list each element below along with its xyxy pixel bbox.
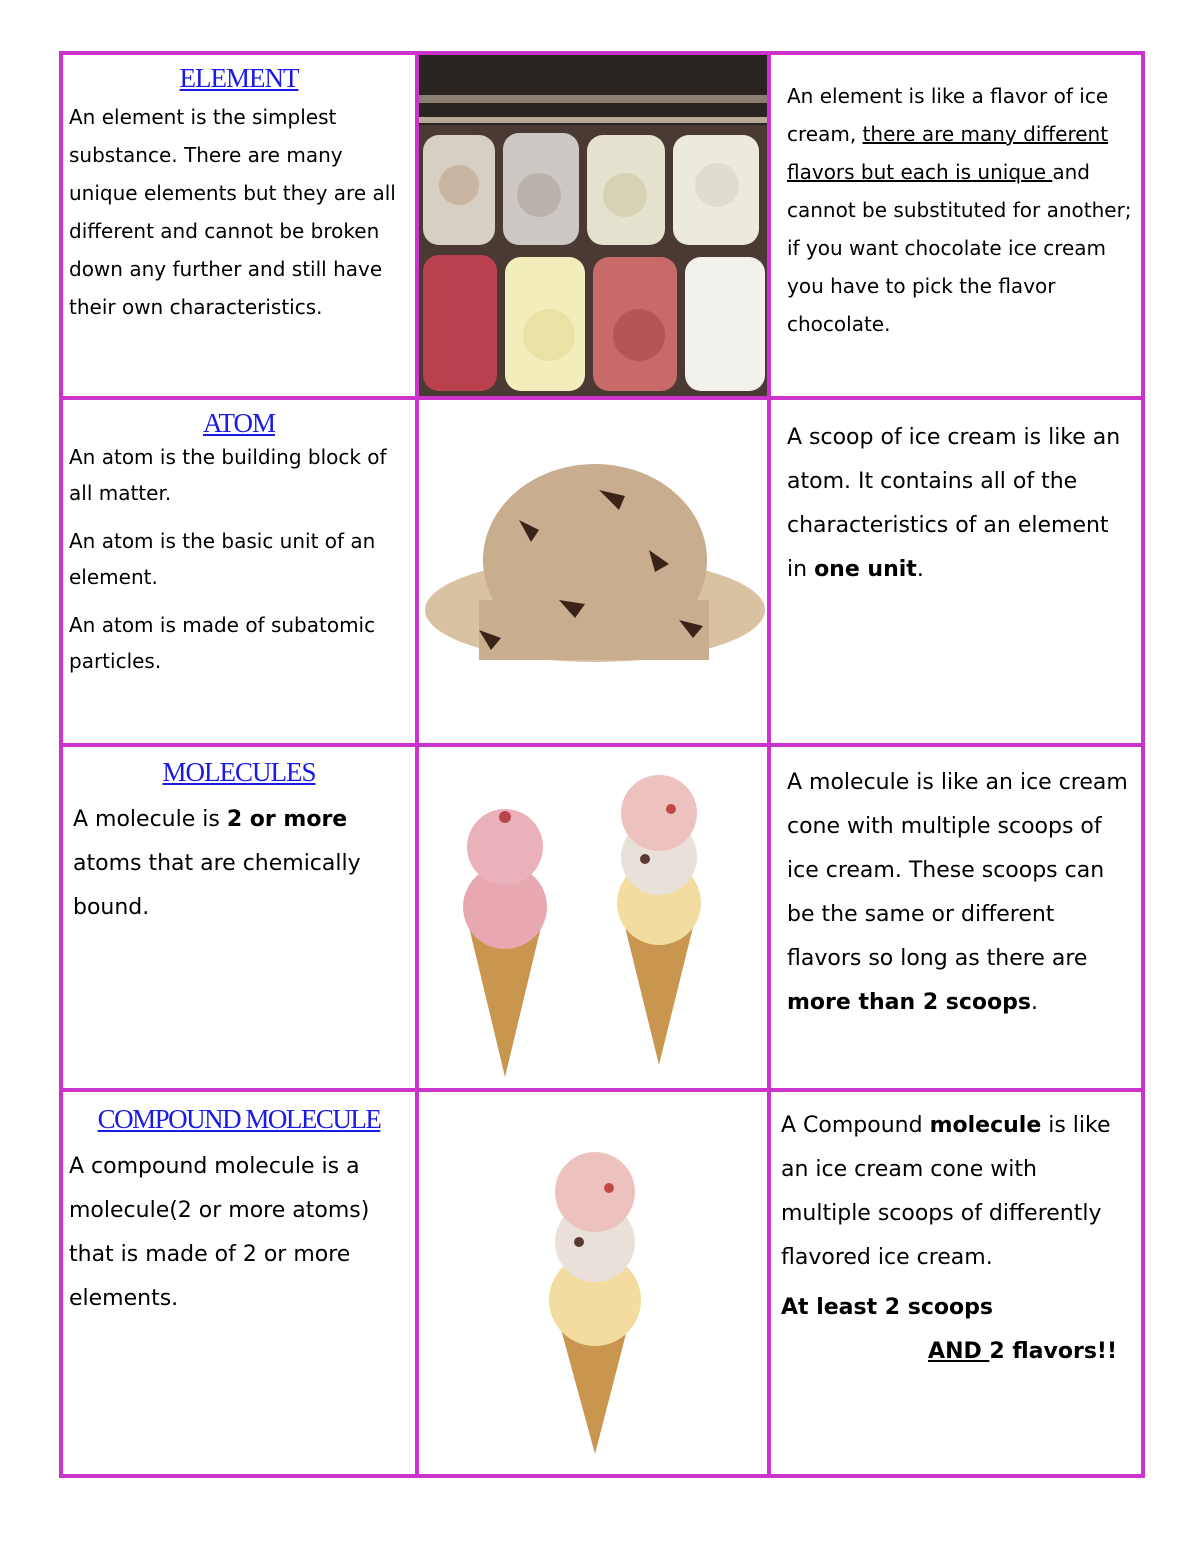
atom-analogy-text-2: . <box>916 557 924 582</box>
compound-analogy-bold: molecule <box>929 1113 1042 1138</box>
atom-analogy <box>771 416 1141 592</box>
molecules-analogy-bold: more than 2 scoops <box>787 990 1031 1015</box>
molecules-definition <box>63 798 415 930</box>
atom-fact-2: An atom is the basic unit of an element. <box>69 529 376 589</box>
two-cones-image <box>419 747 771 1092</box>
molecules-def-bold: 2 or more <box>226 807 348 832</box>
element-definition: An element is the simplest substance. There are many unique elements but they are all different and cannot be broken down any further and still have their own characteristics. <box>69 105 396 319</box>
scoop-image <box>419 400 771 747</box>
molecules-def-text-2: atoms that are chemically bound. <box>73 851 361 920</box>
concept-table <box>59 51 1145 1478</box>
atom-analogy-bold: one unit <box>814 557 917 582</box>
atom-fact-3: An atom is made of subatomic particles. <box>69 613 376 673</box>
element-definition-cell <box>63 55 419 400</box>
molecules-definition-cell <box>63 747 419 1092</box>
element-analogy-text-1: An element is like a flavor of ice cream, <box>787 84 1109 146</box>
atom-analogy-cell <box>771 400 1141 747</box>
molecules-analogy-text-1: A molecule is like an ice cream cone with multiple scoops of ice cream. These scoops can be the same or different flavors so long as there are <box>787 770 1128 971</box>
atom-definition-cell <box>63 400 419 747</box>
ice-cream-display-image <box>419 55 771 400</box>
molecules-analogy-text-2: . <box>1031 990 1038 1015</box>
element-analogy <box>771 77 1141 343</box>
atom-fact-1: An atom is the building block of all matter. <box>69 445 387 505</box>
molecules-def-text-1: A molecule is <box>73 807 227 832</box>
compound-definition: A compound molecule is a molecule(2 or more atoms) that is made of 2 or more elements. <box>69 1154 370 1311</box>
molecules-analogy <box>771 761 1141 1025</box>
two-cones-picture <box>419 747 767 1088</box>
element-title[interactable]: ELEMENT <box>179 63 299 93</box>
element-analogy-text-2: and cannot be substituted for another; if you want chocolate ice cream you have to pick the flavor chocolate. <box>787 160 1132 336</box>
compound-rule-and: AND <box>928 1339 990 1364</box>
compound-cone-image <box>419 1092 771 1474</box>
compound-rule-line-1: At least 2 scoops <box>781 1295 993 1320</box>
three-scoop-cone-picture <box>419 1092 767 1470</box>
compound-title[interactable]: COMPOUND MOLECULE <box>97 1104 381 1134</box>
compound-analogy-text-2: is like an ice cream cone with multiple scoops of differently flavored ice cream. <box>781 1113 1111 1270</box>
gelato-case-picture <box>419 55 767 396</box>
compound-definition-cell <box>63 1092 419 1474</box>
compound-rule-text-2: 2 flavors!! <box>989 1339 1117 1364</box>
compound-analogy-text-1: A Compound <box>781 1113 930 1138</box>
atom-title[interactable]: ATOM <box>202 408 276 438</box>
element-analogy-underlined: there are many different flavors but each is unique <box>787 122 1109 184</box>
single-scoop-picture <box>419 400 767 743</box>
compound-analogy <box>771 1104 1141 1280</box>
compound-rule-line-2 <box>771 1330 1141 1374</box>
atom-analogy-text-1: A scoop of ice cream is like an atom. It contains all of the characteristics of an element in <box>787 425 1121 582</box>
molecules-analogy-cell <box>771 747 1141 1092</box>
compound-analogy-cell <box>771 1092 1141 1474</box>
molecules-title[interactable]: MOLECULES <box>162 757 316 787</box>
element-analogy-cell <box>771 55 1141 400</box>
